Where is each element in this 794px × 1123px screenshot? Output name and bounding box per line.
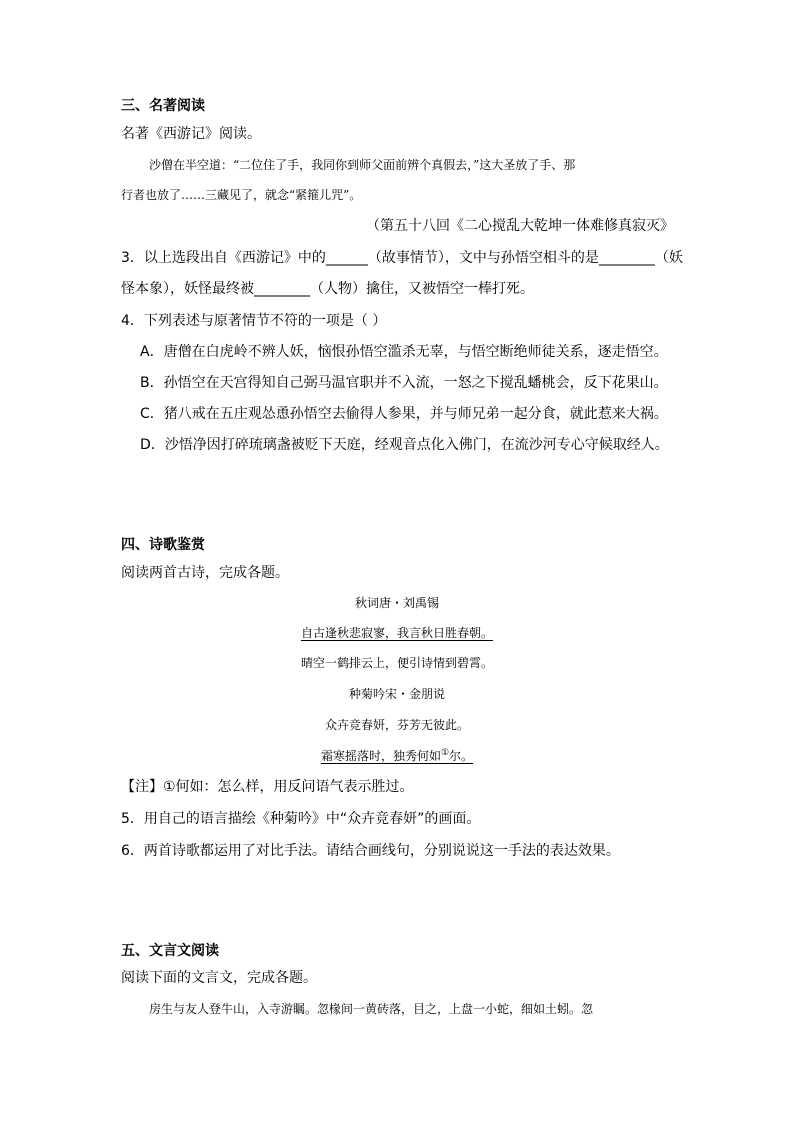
poem-2-title: 种菊吟宋・金朋说 [348, 687, 445, 701]
poem-2-line-2-text [321, 749, 473, 763]
passage-line-2: 行者也放了……三藏见了，就念“紧箍儿咒”。 [121, 188, 362, 202]
poem-1-line-1-text: 自古逢秋悲寂寥，我言秋日胜春朝。 [300, 626, 493, 640]
section-4-heading: 四、诗歌鉴赏 [121, 537, 205, 553]
option-b: B．孙悟空在天宫得知自己弼马温官职并不入流，一怒之下搅乱蟠桃会，反下花果山。 [140, 375, 668, 391]
footnote-marker: ① [440, 748, 450, 758]
poem-note: 【注】①何如：怎么样，用反问语气表示胜过。 [121, 779, 414, 795]
section-4-intro: 阅读两首古诗，完成各题。 [121, 565, 289, 581]
option-a: A．唐僧在白虎岭不辨人妖，恼恨孙悟空滥杀无辜，与悟空断绝师徒关系，逐走悟空。 [140, 344, 668, 360]
section-5-intro: 阅读下面的文言文，完成各题。 [121, 970, 317, 986]
option-c: C．猪八戒在五庄观怂恿孙悟空去偷得人参果，并与师兄弟一起分食，就此惹来大祸。 [140, 406, 668, 422]
section-3-heading: 三、名著阅读 [121, 98, 205, 114]
poem-2-line-2-part-b: 尔。 [449, 749, 474, 763]
question-4: 4．下列表述与原著情节不符的一项是（ ） [121, 313, 387, 329]
question-5: 5．用自己的语言描绘《种菊吟》中“众卉竞春妍”的画面。 [121, 811, 481, 827]
poem-1-line-2: 晴空一鹤排云上，便引诗情到碧霄。 [300, 656, 493, 670]
question-3-line-2: 怪本象），妖怪最终被________（人物）擒住，又被悟空一棒打死。 [121, 281, 534, 297]
poem-1-title: 秋词唐・刘禹锡 [354, 596, 439, 610]
poem-1-line-1 [0, 623, 794, 643]
section-5-heading: 五、文言文阅读 [121, 943, 219, 959]
poem-2-line-1: 众卉竞春妍，芬芳无彼此。 [324, 718, 469, 732]
passage-line-1: 沙僧在半空道：“二位住了手，我同你到师父面前辨个真假去，”这大圣放了手、那 [149, 158, 576, 172]
classical-passage-line-1: 房生与友人登牛山，入寺游瞩。忽椽间一黄砖落，目之，上盘一小蛇，细如土蚓。忽 [149, 1002, 594, 1016]
poem-2-line-2 [0, 746, 794, 766]
option-d: D．沙悟净因打碎琉璃盏被贬下天庭，经观音点化入佛门，在流沙河专心守候取经人。 [140, 437, 669, 453]
poem-2-line-2-part-a: 霜寒摇落时，独秀何如 [320, 749, 441, 763]
passage-source: （第五十八回《二心搅乱大乾坤一体难修真寂灭》 [366, 218, 674, 234]
section-3-intro: 名著《西游记》阅读。 [121, 126, 261, 142]
question-6: 6．两首诗歌都运用了对比手法。请结合画线句，分别说说这一手法的表达效果。 [121, 843, 620, 859]
question-3-line-1: 3．以上选段出自《西游记》中的______（故事情节），文中与孙悟空相斗的是________（妖 [121, 250, 683, 266]
